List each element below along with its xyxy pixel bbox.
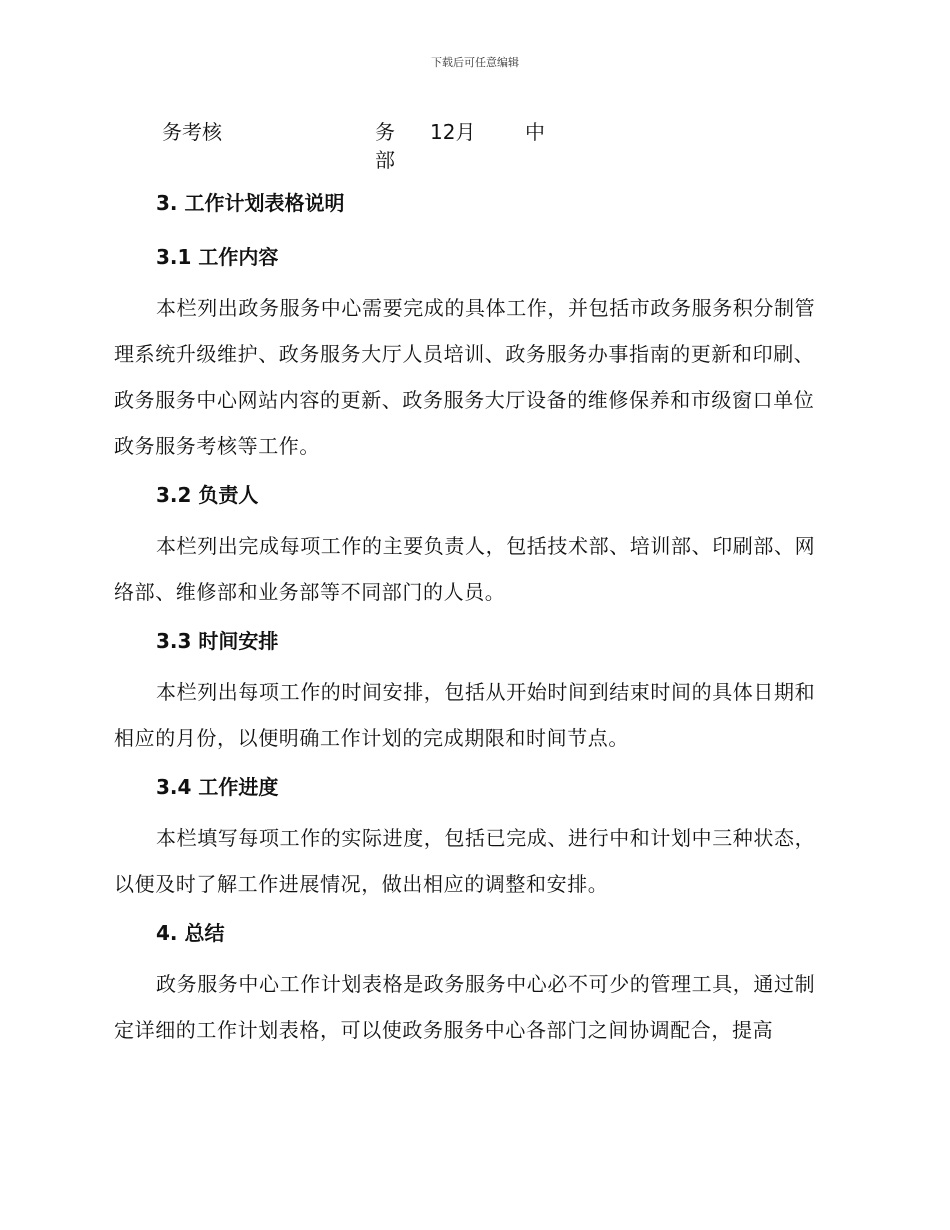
section-paragraph: 本栏填写每项工作的实际进度，包括已完成、进行中和计划中三种状态，以便及时了解工作进展情况，做出相应的调整和安排。 [114, 826, 816, 896]
section-heading: 4. 总结 [156, 921, 225, 945]
table-row [0, 118, 950, 178]
table-cell-task: 务考核 [162, 120, 222, 144]
section-paragraph: 本栏列出每项工作的时间安排，包括从开始时间到结束时间的具体日期和相应的月份，以便明确工作计划的完成期限和时间节点。 [114, 680, 816, 750]
table-cell-owner: 务部 [375, 120, 395, 172]
page-header-note: 下载后可任意编辑 [431, 56, 519, 69]
section-paragraph: 政务服务中心工作计划表格是政务服务中心必不可少的管理工具，通过制定详细的工作计划表格，可以使政务服务中心各部门之间协调配合，提高 [114, 972, 816, 1042]
section-heading: 3.2 负责人 [156, 483, 259, 507]
section-heading: 3. 工作计划表格说明 [156, 191, 345, 215]
document-body [114, 183, 830, 1059]
section-heading: 3.4 工作进度 [156, 775, 279, 799]
section-heading: 3.3 时间安排 [156, 629, 279, 653]
section-paragraph: 本栏列出政务服务中心需要完成的具体工作，并包括市政务服务积分制管理系统升级维护、政务服务大厅人员培训、政务服务办事指南的更新和印刷、政务服务中心网站内容的更新、政务服务大厅设备的维修保养和市级窗口单位政务服务考核等工作。 [114, 296, 816, 458]
table-cell-status: 中 [525, 120, 545, 144]
section-heading: 3.1 工作内容 [156, 245, 279, 269]
table-cell-time: 12月 [430, 120, 476, 144]
section-paragraph: 本栏列出完成每项工作的主要负责人，包括技术部、培训部、印刷部、网络部、维修部和业务部等不同部门的人员。 [114, 534, 816, 604]
